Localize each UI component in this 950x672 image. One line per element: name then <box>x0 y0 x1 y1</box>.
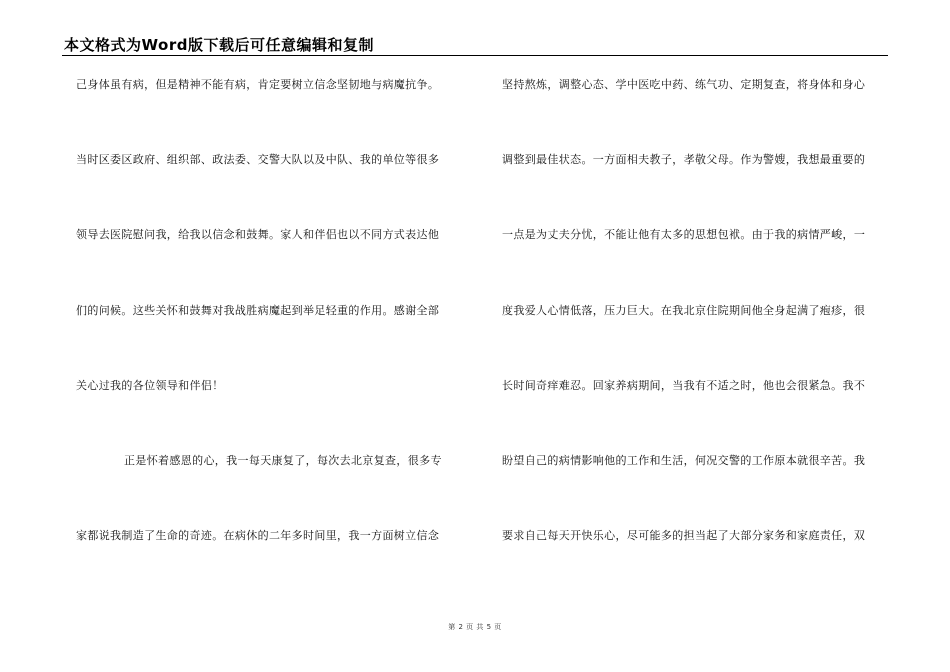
text-line: 关心过我的各位领导和伴侣！ <box>76 378 224 392</box>
right-text-column <box>502 75 888 601</box>
document-header-title: 本文格式为Word版下载后可任意编辑和复制 <box>64 36 374 54</box>
text-line: 一点是为丈夫分忧，不能让他有太多的思想包袱。由于我的病情严峻，一 <box>502 228 866 242</box>
text-line: 调整到最佳状态。一方面相夫教子，孝敬父母。作为警嫂，我想最重要的 <box>502 153 866 167</box>
text-line: 家都说我制造了生命的奇迹。在病休的二年多时间里，我一方面树立信念 <box>76 529 440 543</box>
text-line: 盼望自己的病情影响他的工作和生活，何况交警的工作原本就很辛苦。我 <box>502 453 866 467</box>
text-line: 领导去医院慰问我，给我以信念和鼓舞。家人和伴侣也以不同方式表达他 <box>76 228 440 242</box>
text-line: 长时间奇痒难忍。回家养病期间，当我有不适之时，他也会很紧急。我不 <box>502 378 866 392</box>
page-number: 第 2 页 共 5 页 <box>448 623 502 631</box>
text-line: 要求自己每天开快乐心，尽可能多的担当起了大部分家务和家庭责任，双 <box>502 529 866 543</box>
text-line: 己身体虽有病，但是精神不能有病，肯定要树立信念坚韧地与病魔抗争。 <box>76 78 440 91</box>
text-line-paragraph-start: 正是怀着感恩的心，我一每天康复了，每次去北京复查，很多专 <box>124 453 442 467</box>
text-line: 度我爱人心情低落，压力巨大。在我北京住院期间他全身起满了疱疹，很 <box>502 303 866 317</box>
text-line: 当时区委区政府、组织部、政法委、交警大队以及中队、我的单位等很多 <box>76 153 440 167</box>
text-line: 们的问候。这些关怀和鼓舞对我战胜病魔起到举足轻重的作用。感谢全部 <box>76 303 440 317</box>
text-line: 坚持熬炼，调整心态、学中医吃中药、练气功、定期复查，将身体和身心 <box>502 78 866 91</box>
header-divider <box>62 55 888 56</box>
left-text-column <box>76 75 462 601</box>
